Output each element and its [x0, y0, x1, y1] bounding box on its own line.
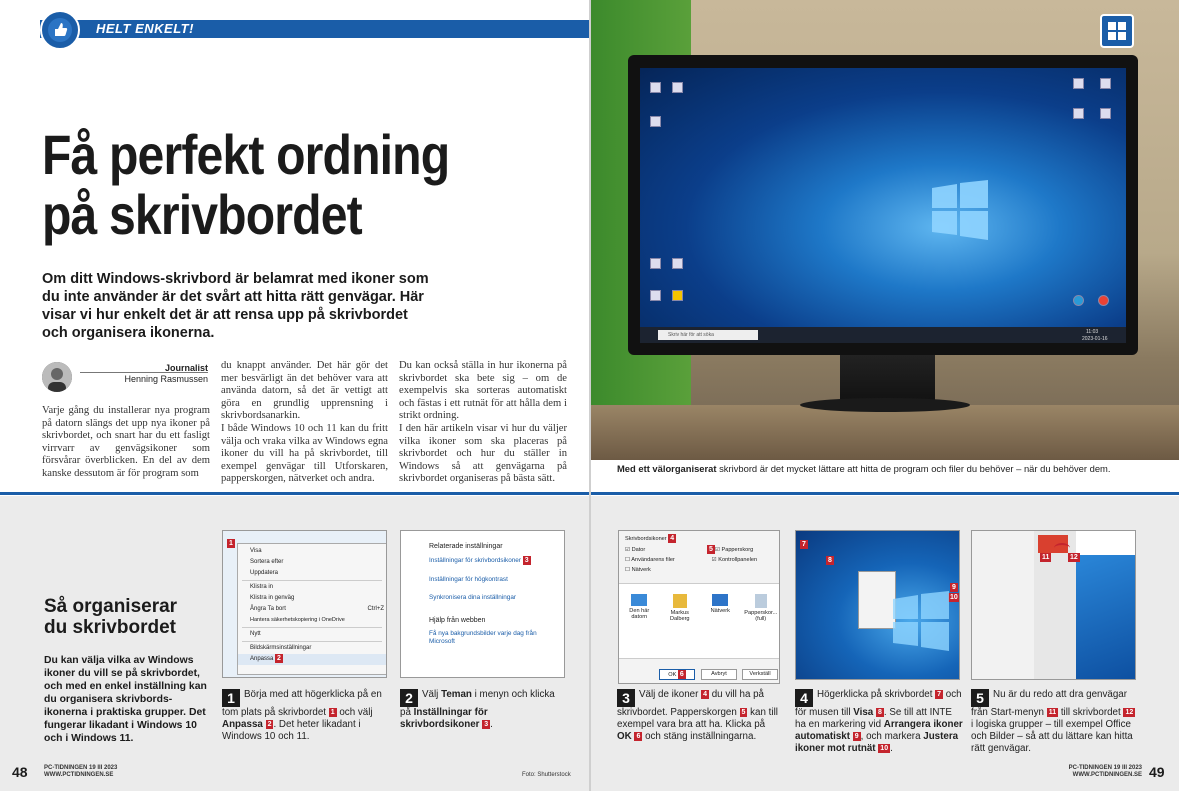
taskbar-search: Skriv här för att söka — [658, 330, 758, 340]
web-help-heading: Hjälp från webben — [429, 617, 486, 624]
body-column-2: du knappt använder. Det här gör det mer besvärligt än det behöver vara att använda datorn, så det är vettigt att göra en grundlig upprensning i skrivbordsanarkin. I både Windows 10 och 11 kan du fritt välja och vraka vilka av Windows egna ikoner du vill ha på skrivbordet, till exempel genvägar till Utforskaren, papperskorgen, nätverket och andra. — [221, 360, 388, 485]
desktop-icon — [650, 290, 661, 301]
article-lead: Om ditt Windows-skrivbord är belamrat med ikoner som du inte använder är det svårt att hitta rätt genvägar. Här visar vi hur enkelt det är att rensa upp på skrivbordet och organisera ikonerna. — [42, 271, 429, 341]
howto-title: Så organiserar du skrivbordet — [44, 596, 178, 638]
step-2-text: 2 Välj Teman i menyn och klicka på Inställningar för skrivbordsikoner 3 . — [400, 689, 555, 730]
menu-item-onedrive: Hantera säkerhetskopiering i OneDrive — [250, 617, 345, 623]
screenshot-context-menu: 1 Visa Sortera efter Uppdatera Klistra in Klistra in genväg Ångra Ta bort Ctrl+Z Hantera säkerhetskopiering i OneDrive Nytt Bildskärmsinställningar Anpassa 2 — [222, 530, 387, 678]
menu-item-bildskarm: Bildskärmsinställningar — [250, 645, 312, 651]
desktop-icon — [650, 258, 661, 269]
checkbox-natverk: ☐ Nätverk — [625, 567, 651, 573]
desktop-icon — [672, 82, 683, 93]
screenshot-desktop-view-menu: 7 8 9 10 — [795, 530, 960, 680]
checkbox-anvandarfiler: ☐ Användarens filer — [625, 557, 675, 563]
step-3-text: 3 Välj de ikoner 4 du vill ha på skrivbordet. Papperskorgen 5 kan till exempel vara bra att ha. Klicka på OK 6 och stäng inställningarna. — [617, 689, 778, 742]
right-footer-magazine: PC-TIDNINGEN 19 III 2023 — [1068, 765, 1142, 771]
screenshot-related-settings — [400, 530, 565, 678]
taskbar-date: 2023-01-16 — [1082, 336, 1108, 342]
menu-item-anpassa: Anpassa 2 — [238, 654, 386, 665]
menu-item-uppdatera: Uppdatera — [250, 570, 279, 576]
body-column-3: Du kan också ställa in hur ikonerna på skrivbordet ska bete sig – om de exempelvis ska sorteras automatiskt och fästas i ett rutnät för att hålla dem i strikt ordning. I den här artikeln visar vi hur du väljer vilka ikoner som ska placeras på skrivbordet och hur du ställer in Windows så att genvägarna på skrivbordet organiseras på bästa sätt. — [399, 360, 567, 485]
related-settings-heading: Relaterade inställningar — [429, 543, 503, 550]
monitor-base — [800, 398, 970, 412]
howto-intro: Du kan välja vilka av Windows ikoner du vill se på skrivbordet, och med en enkel inställning kan du organisera skrivbords-ikonerna i praktiska grupper. Det fungerar likadant i Windows 10 och i Windows 11. — [44, 655, 207, 744]
screenshot-start-menu: 11 12 — [971, 530, 1136, 680]
contrast-link: Inställningar för högkontrast — [429, 576, 508, 583]
drag-arrow-icon — [1054, 543, 1070, 553]
author-name: Henning Rasmussen — [124, 374, 208, 384]
menu-item-klistra-in: Klistra in — [250, 584, 274, 590]
article-title: Få perfekt ordning på skrivbordet — [42, 123, 450, 246]
desktop-icon — [1073, 78, 1084, 89]
checkbox-column-left — [625, 545, 675, 575]
user-folder-icon: Markus Dalberg — [662, 594, 698, 658]
desk-surface — [591, 405, 1179, 460]
photo-caption: Med ett välorganiserat skrivbord är det mycket lättare att hitta de program och filer du behöver – när du behöver dem. — [617, 463, 1111, 474]
menu-item-visa: Visa — [250, 548, 262, 554]
icon-preview-area — [619, 583, 780, 659]
windows-badge-icon — [1100, 14, 1134, 48]
sync-link: Synkronisera dina inställningar — [429, 594, 517, 601]
right-footer-site: WWW.PCTIDNINGEN.SE — [1072, 772, 1142, 778]
left-page-number: 48 — [12, 764, 28, 780]
monitor-screen — [640, 68, 1126, 343]
ok-button: OK 6 — [659, 669, 695, 680]
icon-settings-group: Skrivbordsikoner 4 — [625, 535, 675, 542]
left-footer-magazine: PC-TIDNINGEN 19 III 2023 — [44, 765, 118, 771]
menu-item-angra: Ångra Ta bort Ctrl+Z — [250, 606, 384, 612]
step-1-text: 1 Börja med att högerklicka på en tom plats på skrivbordet 1 och välj Anpassa 2 . Det heter likadant i Windows 10 och 11. — [222, 689, 382, 742]
chrome-icon — [1098, 295, 1109, 306]
network-icon: Nätverk — [702, 594, 738, 658]
left-page-divider — [0, 492, 589, 495]
recycle-bin-icon: Papperskor... (full) — [743, 594, 779, 658]
taskbar-clock: 11:03 — [1086, 329, 1099, 335]
right-page-number: 49 — [1149, 764, 1165, 780]
desktop-icon — [1100, 108, 1111, 119]
desktop-icon — [672, 258, 683, 269]
checkbox-column-right — [707, 545, 757, 565]
section-label: HELT ENKELT! — [96, 21, 194, 36]
author-avatar — [42, 362, 72, 392]
menu-item-sortera: Sortera efter — [250, 559, 284, 565]
desktop-icon — [650, 82, 661, 93]
body-column-1: Varje gång du installerar nya program på datorn slängs det upp nya ikoner på skrivbordet, och snart har du ett fasligt virrvarr av genvägsikoner som försvårar överblicken. En del av dem kanske dessutom är för program som — [42, 405, 210, 479]
checkbox-dator: ☑ Dator — [625, 547, 646, 553]
wallpaper-link: Få nya bakgrundsbilder varje dag från Microsoft — [429, 630, 537, 645]
page-gutter — [589, 0, 591, 791]
desktop-icon — [672, 290, 683, 301]
checkbox-papperskorg: 5 ☑ Papperskorg — [709, 546, 754, 554]
author-role: Journalist — [164, 363, 208, 373]
edge-icon — [1073, 295, 1084, 306]
step-4-text: 4 Högerklicka på skrivbordet 7 och för musen till Visa 8 . Se till att INTE ha en markering vid Arrangera ikoner automatiskt 9 , och markera Justera ikoner mot rutnät 10 . — [795, 689, 963, 754]
thumbs-up-icon — [40, 10, 80, 50]
start-menu-list — [972, 531, 1034, 680]
desktop-icon — [1100, 78, 1111, 89]
checkbox-kontrollpanel: ☑ Kontrollpanelen — [707, 557, 758, 563]
start-desktop-area — [1076, 555, 1136, 680]
desktop-icon — [650, 116, 661, 127]
apply-button: Verkställ — [742, 669, 778, 680]
windows-logo-icon — [930, 180, 990, 240]
right-page-divider — [591, 492, 1179, 495]
screenshot-icon-settings — [618, 530, 780, 684]
left-footer-site: WWW.PCTIDNINGEN.SE — [44, 772, 114, 778]
desktop-icon — [1073, 108, 1084, 119]
windows-logo-icon — [891, 591, 951, 651]
photo-credit: Foto: Shutterstock — [522, 772, 571, 778]
desktop-icons-link: Inställningar för skrivbordsikoner 3 — [429, 557, 529, 565]
step-5-text: 5 Nu är du redo att dra genvägar från Start-menyn 11 till skrivbordet 12 i logiska grupper – till exempel Office och Bilder – så att du lättare kan hitta rätt genvägar. — [971, 689, 1134, 754]
this-pc-icon: Den här datorn — [621, 594, 657, 658]
cancel-button: Avbryt — [701, 669, 737, 680]
menu-item-nytt: Nytt — [250, 631, 261, 637]
menu-item-klistra-genvag: Klistra in genväg — [250, 595, 295, 601]
